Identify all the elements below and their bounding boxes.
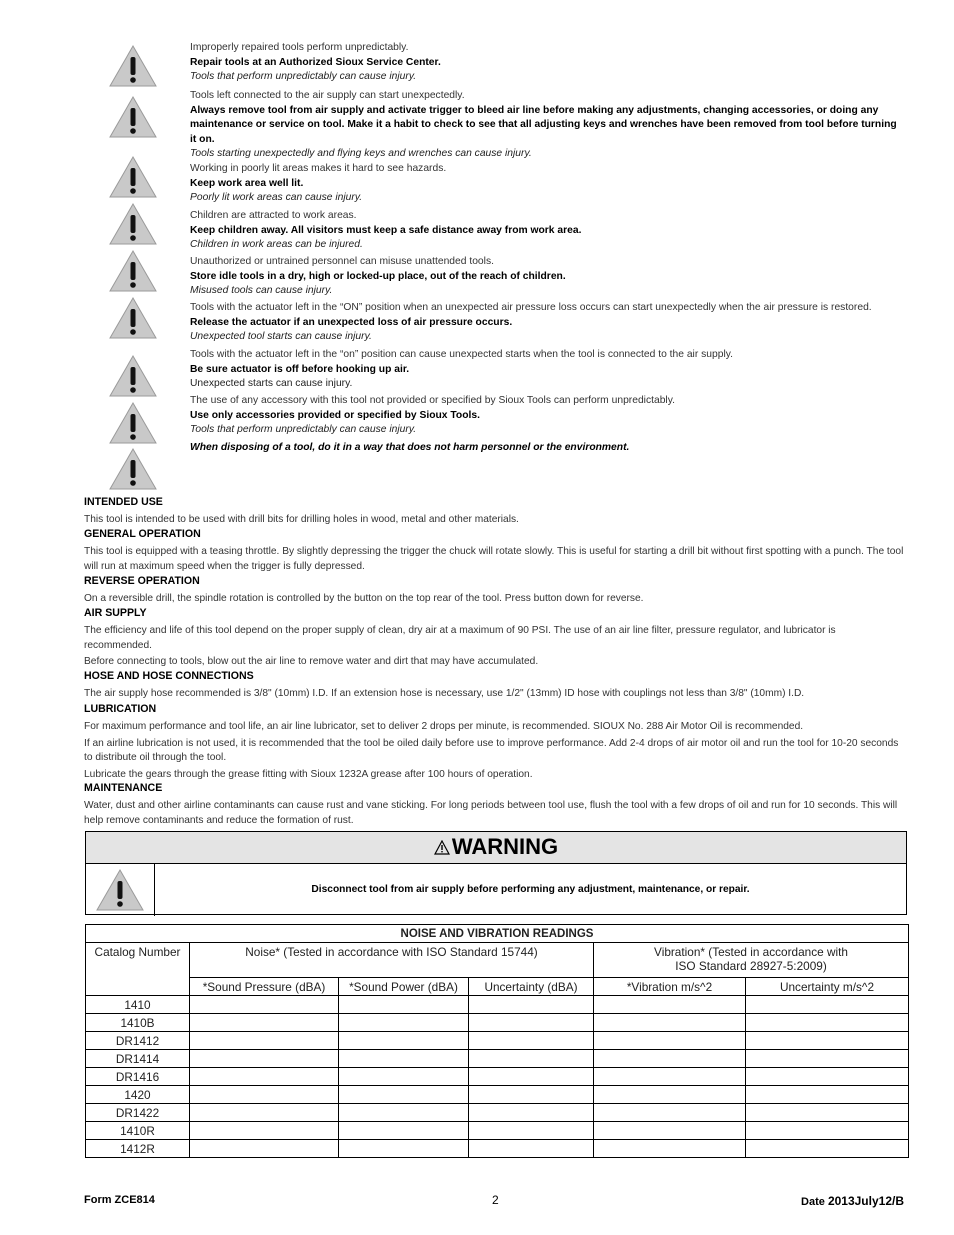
section-text: On a reversible drill, the spindle rotation is controlled by the button on the top rear of the tool. Press button down for reverse. (84, 593, 644, 605)
form-number: Form ZCE814 (84, 1194, 155, 1206)
column-header: *Sound Pressure (dBA) (190, 978, 339, 996)
section-lubrication (84, 702, 904, 784)
warning-condition: Children are attracted to work areas. (190, 210, 357, 221)
revision-date (801, 1194, 904, 1208)
table-row (86, 1032, 909, 1050)
warning-triangle-icon (108, 401, 158, 445)
section-text: This tool is intended to be used with drill bits for drilling holes in wood, metal and other materials. (84, 514, 519, 526)
catalog-number: DR1416 (86, 1068, 190, 1086)
table-row (86, 1050, 909, 1068)
warning-action: Use only accessories provided or specified by Sioux Tools. (190, 409, 480, 421)
section-text: Lubricate the gears through the grease fitting with Sioux 1232A grease after 100 hours of operation. (84, 768, 533, 780)
catalog-number-header: Catalog Number (86, 943, 190, 996)
safety-warning (190, 255, 902, 299)
catalog-number: DR1414 (86, 1050, 190, 1068)
table-row (86, 1086, 909, 1104)
catalog-number: 1410 (86, 996, 190, 1014)
catalog-number: 1410B (86, 1014, 190, 1032)
safety-warning (190, 162, 902, 206)
section-text: Before connecting to tools, blow out the air line to remove water and dirt that may have accumulated. (84, 656, 539, 668)
safety-warning (190, 209, 902, 253)
warning-action: Always remove tool from air supply and activate trigger to bleed air line before making any adjustments, changing accessories, or doing any maintenance or service on tool. Make it a habit to check to see that all adjusting keys and wrenches have been removed from tool before turning it on. (190, 104, 897, 145)
catalog-number: 1410R (86, 1122, 190, 1140)
section-text: Water, dust and other airline contaminants can cause rust and vane sticking. For long periods between tool use, flush the tool with a few drops of oil and run for 10 seconds. This will help remove contaminants and reduce the formation of rust. (84, 800, 898, 826)
warning-action: Release the actuator if an unexpected loss of air pressure occurs. (190, 316, 513, 328)
warning-action: Keep children away. All visitors must keep a safe distance away from work area. (190, 224, 582, 236)
table-row (86, 1122, 909, 1140)
section-text: This tool is equipped with a teasing throttle. By slightly depressing the trigger the chuck will rotate slowly. This is useful for starting a drill bit without first spotting with a punch. The tool will run at maximum speed when the trigger is fully depressed. (84, 546, 904, 572)
section-reverse-operation (84, 574, 904, 609)
warning-condition: Unauthorized or untrained personnel can misuse unattended tools. (190, 256, 494, 267)
warning-result: Poorly lit work areas can cause injury. (190, 192, 363, 203)
vibration-header-line1: Vibration* (Tested in accordance with (654, 945, 848, 959)
safety-warning (190, 89, 902, 162)
warning-result: Unexpected tool starts can cause injury. (190, 331, 372, 342)
date-value: 2013July12/B (827, 1194, 904, 1208)
warning-triangle-icon (108, 354, 158, 398)
warning-triangle-icon (108, 202, 158, 246)
noise-header: Noise* (Tested in accordance with ISO Standard 15744) (190, 943, 594, 978)
warning-result: Tools that perform unpredictably can cause injury. (190, 71, 417, 82)
section-hose (84, 669, 904, 704)
vibration-header-line2: ISO Standard 28927-5:2009) (675, 959, 827, 973)
warning-action: Repair tools at an Authorized Sioux Service Center. (190, 56, 441, 68)
warning-triangle-icon (108, 447, 158, 491)
section-heading: INTENDED USE (84, 496, 163, 508)
warning-condition: Tools with the actuator left in the “ON” position when an unexpected air pressure loss occurs can start unexpectedly when the air pressure is restored. (190, 302, 872, 313)
warning-result: Misused tools can cause injury. (190, 285, 333, 296)
catalog-number: 1412R (86, 1140, 190, 1158)
warning-title: WARNING (451, 834, 559, 859)
section-text: For maximum performance and tool life, an air line lubricator, set to deliver 2 drops per minute, is recommended. SIOUX No. 288 Air Motor Oil is recommended. (84, 721, 804, 733)
section-heading: MAINTENANCE (84, 782, 163, 794)
section-text: The efficiency and life of this tool depend on the proper supply of clean, dry air at a maximum of 90 PSI. The use of an air line filter, pressure regulator, and lubricator is recommended. (84, 625, 836, 651)
catalog-number: DR1422 (86, 1104, 190, 1122)
safety-warning (190, 394, 902, 438)
section-heading: HOSE AND HOSE CONNECTIONS (84, 670, 254, 682)
safety-warning (190, 301, 902, 345)
warning-result: Tools starting unexpectedly and flying keys and wrenches can cause injury. (190, 148, 532, 159)
table-title: NOISE AND VIBRATION READINGS (86, 925, 909, 943)
warning-triangle-icon (108, 95, 158, 139)
warning-action: Keep work area well lit. (190, 177, 304, 189)
warning-action: Be sure actuator is off before hooking up air. (190, 363, 410, 375)
warning-triangle-icon (108, 249, 158, 293)
warning-condition: Working in poorly lit areas makes it hard to see hazards. (190, 163, 447, 174)
section-maintenance (84, 781, 904, 830)
disposal-text: When disposing of a tool, do it in a way that does not harm personnel or the environment. (190, 442, 630, 453)
table-row (86, 1014, 909, 1032)
warning-result: Unexpected starts can cause injury. (190, 378, 353, 389)
date-label: Date (801, 1196, 825, 1208)
column-header: *Vibration m/s^2 (594, 978, 746, 996)
page-number: 2 (492, 1193, 499, 1207)
section-heading: AIR SUPPLY (84, 607, 147, 619)
section-heading: REVERSE OPERATION (84, 575, 200, 587)
vibration-header (594, 943, 909, 978)
warning-triangle-icon (108, 44, 158, 88)
warning-outline-icon (434, 840, 450, 855)
column-header: Uncertainty (dBA) (469, 978, 594, 996)
warning-triangle-icon (108, 296, 158, 340)
warning-condition: The use of any accessory with this tool not provided or specified by Sioux Tools can perform unpredictably. (190, 395, 675, 406)
warning-box (85, 831, 907, 915)
warning-result: Children in work areas can be injured. (190, 239, 363, 250)
warning-body (86, 864, 906, 916)
warning-condition: Tools with the actuator left in the “on” position can cause unexpected starts when the tool is connected to the air supply. (190, 349, 733, 360)
column-header: *Sound Power (dBA) (339, 978, 469, 996)
section-heading: GENERAL OPERATION (84, 528, 201, 540)
catalog-number: DR1412 (86, 1032, 190, 1050)
warning-triangle-icon (95, 868, 145, 912)
section-text: The air supply hose recommended is 3/8" (10mm) I.D. If an extension hose is necessary, use 1/2" (13mm) ID hose with couplings not less than 3/8" (10mm) I.D. (84, 688, 805, 700)
warning-action: Store idle tools in a dry, high or locked-up place, out of the reach of children. (190, 270, 566, 282)
column-header: Uncertainty m/s^2 (746, 978, 909, 996)
warning-condition: Tools left connected to the air supply can start unexpectedly. (190, 90, 465, 101)
section-air-supply (84, 606, 904, 672)
disposal-warning (190, 441, 902, 456)
warning-header (86, 832, 906, 864)
section-text: If an airline lubrication is not used, it is recommended that the tool be oiled daily before use to improve performance. Add 2-4 drops of air motor oil and run the tool for 10-20 seconds to distribute oil through the tool. (84, 737, 899, 764)
warning-result: Tools that perform unpredictably can cause injury. (190, 424, 417, 435)
section-intended-use (84, 495, 904, 530)
catalog-number: 1420 (86, 1086, 190, 1104)
table-row (86, 1104, 909, 1122)
warning-triangle-icon (108, 155, 158, 199)
safety-warning (190, 41, 902, 85)
warning-condition: Improperly repaired tools perform unpredictably. (190, 42, 409, 53)
warning-icon-cell (86, 864, 155, 916)
warning-message: Disconnect tool from air supply before performing any adjustment, maintenance, or repair. (311, 884, 750, 895)
noise-vibration-table (85, 924, 909, 1158)
table-row (86, 996, 909, 1014)
table-row (86, 1068, 909, 1086)
section-heading: LUBRICATION (84, 703, 157, 715)
table-row (86, 1140, 909, 1158)
section-general-operation (84, 527, 904, 576)
safety-warning (190, 348, 902, 392)
